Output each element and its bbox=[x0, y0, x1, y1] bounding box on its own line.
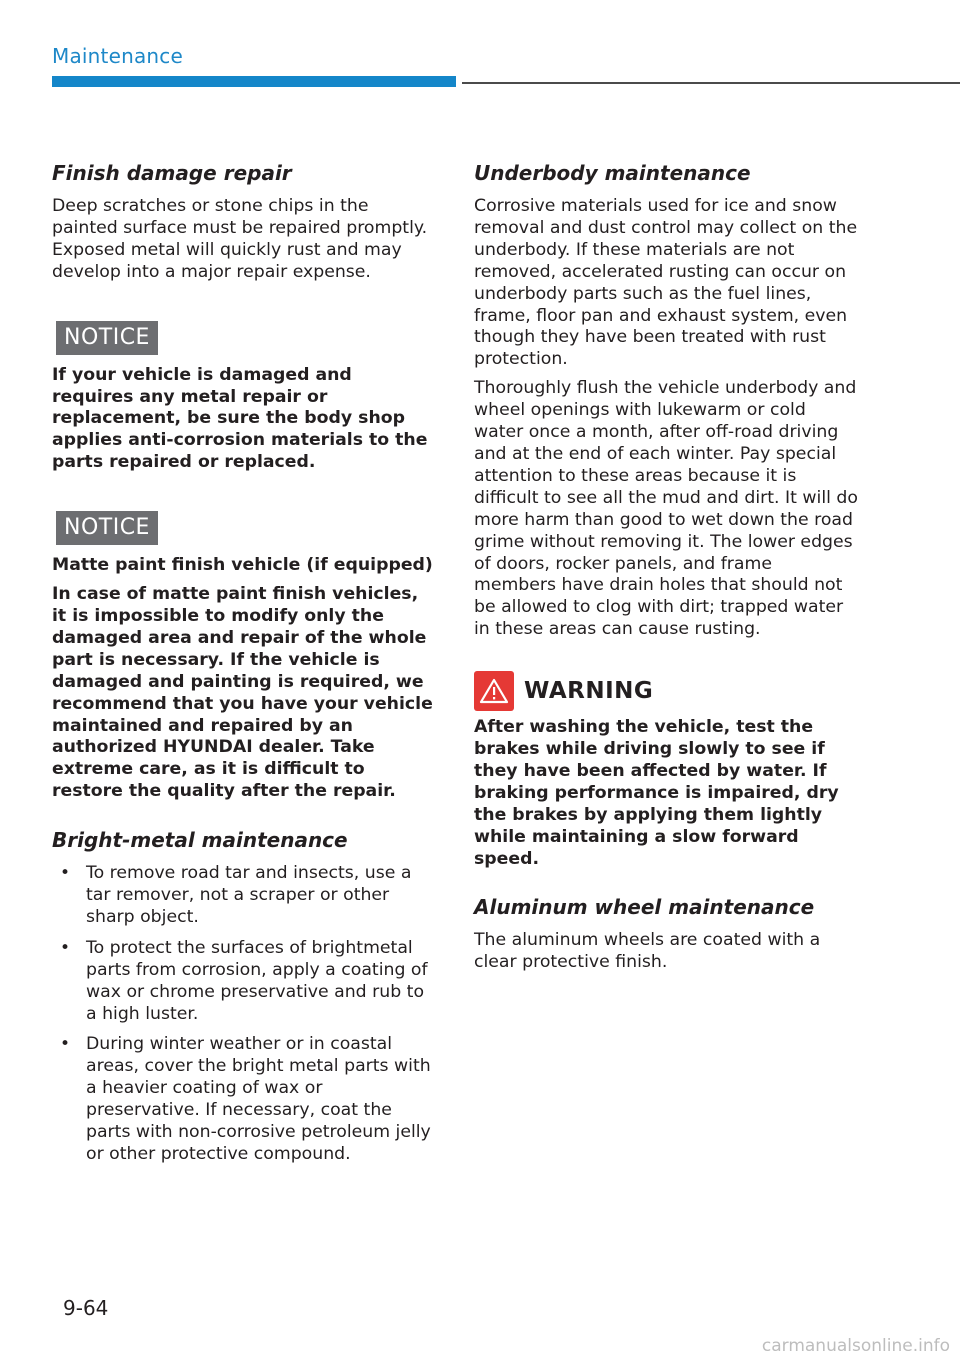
notice-text: If your vehicle is damaged and requires any metal repair or replacement, be sure the body shop applies anti-corrosion materials to the parts repaired or replaced. bbox=[52, 364, 428, 473]
notice-text: In case of matte paint finish vehicles, it is impossible to modify only the damaged area and repair of the whole part is necessary. If the vehicle is damaged and painting is required, we recommend that you have your vehicle maintained and repaired by an authorized HYUNDAI dealer. Take extreme care, as it is difficult to restore the quality after the repair. bbox=[52, 584, 433, 802]
bullet-icon: • bbox=[60, 863, 71, 884]
notice-subtitle: Matte paint finish vehicle (if equipped) bbox=[52, 555, 433, 576]
underbody-para-2: Thoroughly flush the vehicle underbody and wheel openings with lukewarm or cold water once a month, after off-road driving and at the end of each winter. Pay special attention to these areas because it is difficult to see all the mud and dirt. It will do more harm than good to wet down the road grime without removing it. The lower edges of doors, rocker panels, and frame members have drain holes that should not be allowed to clog with dirt; trapped water in these areas can cause rusting. bbox=[474, 378, 858, 640]
aluminum-wheel-body: The aluminum wheels are coated with a clear protective finish. bbox=[474, 930, 821, 973]
left-column bbox=[52, 158, 436, 1175]
list-item bbox=[52, 1034, 436, 1165]
underbody-para-1: Corrosive materials used for ice and snow removal and dust control may collect on the underbody. If these materials are not removed, accelerated rusting can occur on underbody parts such as the fuel lines, frame, floor pan and exhaust system, even though they have been treated with rust protection. bbox=[474, 196, 858, 370]
header-accent-bar bbox=[52, 76, 456, 87]
finish-damage-heading: Finish damage repair bbox=[52, 161, 292, 185]
page-number: 9-64 bbox=[63, 1296, 109, 1320]
warning-label: WARNING bbox=[524, 678, 654, 705]
list-item bbox=[52, 863, 436, 929]
bright-metal-heading: Bright-metal maintenance bbox=[52, 828, 348, 853]
bullet-icon: • bbox=[60, 937, 71, 958]
section-title: Maintenance bbox=[52, 44, 183, 68]
right-column bbox=[474, 158, 858, 981]
warning-text: After washing the vehicle, test the brakes while driving slowly to see if they have been affected by water. If braking performance is impaired, dry the brakes by applying them lightly while maintaining a slow forward speed. bbox=[474, 717, 839, 869]
aluminum-wheel-heading: Aluminum wheel maintenance bbox=[474, 895, 815, 920]
header-divider bbox=[462, 82, 960, 84]
list-item-text: During winter weather or in coastal areas, cover the bright metal parts with a heavier coating of wax or preservative. If necessary, coat the parts with non-corrosive petroleum jelly or other protective compound. bbox=[86, 1034, 431, 1164]
watermark: carmanualsonline.info bbox=[761, 1336, 950, 1356]
list-item-text: To remove road tar and insects, use a tar remover, not a scraper or other sharp object. bbox=[86, 863, 412, 927]
warning-header bbox=[474, 671, 858, 711]
notice-badge: NOTICE bbox=[56, 511, 158, 545]
list-item bbox=[52, 938, 436, 1026]
bullet-icon: • bbox=[60, 1034, 71, 1055]
notice-badge: NOTICE bbox=[56, 321, 158, 355]
finish-damage-body: Deep scratches or stone chips in the painted surface must be repaired promptly. Exposed metal will quickly rust and may develop into a major repair expense. bbox=[52, 196, 428, 282]
bright-metal-list bbox=[52, 863, 436, 1166]
warning-triangle-icon bbox=[474, 671, 514, 711]
list-item-text: To protect the surfaces of brightmetal parts from corrosion, apply a coating of wax or chrome preservative and rub to a high luster. bbox=[86, 937, 428, 1024]
underbody-heading: Underbody maintenance bbox=[474, 161, 751, 185]
